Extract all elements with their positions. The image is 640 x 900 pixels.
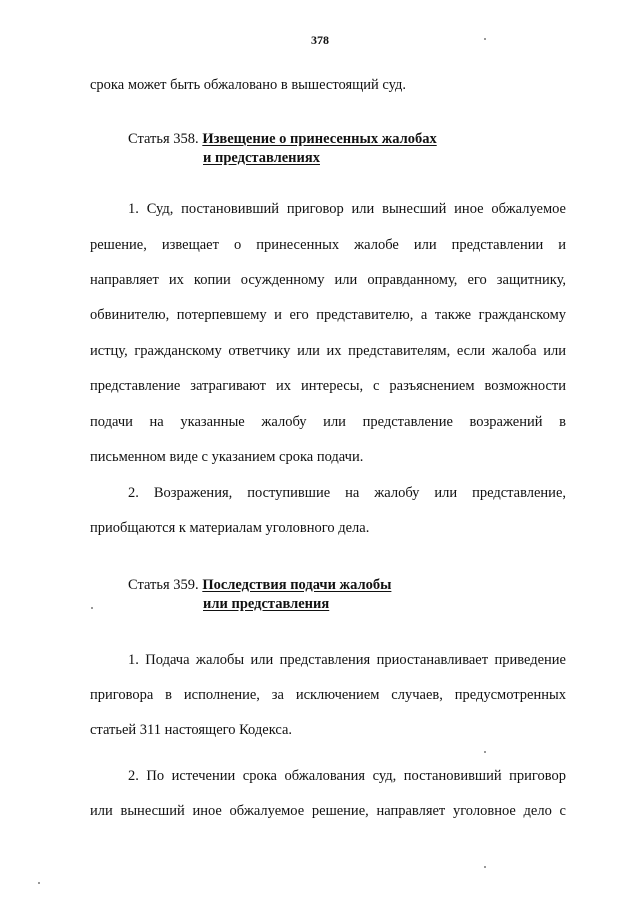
article-359-heading bbox=[128, 576, 604, 594]
article-359-heading-line2 bbox=[203, 595, 640, 613]
scan-speck bbox=[484, 38, 486, 40]
article-358-line: представление затрагивают их интересы, с разъяснением возможности bbox=[90, 378, 566, 394]
article-359-line: приговора в исполнение, за исключением случаев, предусмотренных bbox=[90, 687, 566, 703]
scan-speck bbox=[91, 607, 93, 609]
article-359-line: 2. По истечении срока обжалования суд, постановивший приговор bbox=[128, 768, 566, 784]
article-358-heading bbox=[128, 130, 604, 148]
article-359-line: или вынесший иное обжалуемое решение, направляет уголовное дело с bbox=[90, 803, 566, 819]
article-359-title-line2: или представления bbox=[203, 596, 330, 612]
article-358-title-line1: Извещение о принесенных жалобах bbox=[202, 131, 437, 147]
article-358-line: истцу, гражданскому ответчику или их представителям, если жалоба или bbox=[90, 343, 566, 359]
article-358-line: 2. Возражения, поступившие на жалобу или представление, bbox=[128, 485, 566, 501]
article-358-line: подачи на указанные жалобу или представление возражений в bbox=[90, 414, 566, 430]
scan-speck bbox=[484, 866, 486, 868]
article-359-prefix: Статья 359. bbox=[128, 577, 199, 593]
article-358-prefix: Статья 358. bbox=[128, 131, 199, 147]
article-358-heading-line2 bbox=[203, 149, 640, 167]
article-358-line: письменном виде с указанием срока подачи. bbox=[90, 449, 364, 465]
article-358-line: решение, извещает о принесенных жалобе или представлении и bbox=[90, 237, 566, 253]
lead-text: срока может быть обжаловано в вышестоящий суд. bbox=[90, 77, 407, 93]
scan-speck bbox=[484, 751, 486, 753]
article-358-line: приобщаются к материалам уголовного дела. bbox=[90, 520, 370, 536]
article-358-line: 1. Суд, постановивший приговор или вынесший иное обжалуемое bbox=[128, 201, 566, 217]
scan-speck bbox=[38, 882, 40, 884]
article-358-title-line2: и представлениях bbox=[203, 150, 320, 166]
article-358-line: направляет их копии осужденному или оправданному, его защитнику, bbox=[90, 272, 566, 288]
article-359-line: 1. Подача жалобы или представления приостанавливает приведение bbox=[128, 652, 566, 668]
article-358-line: обвинителю, потерпевшему и его представителю, а также гражданскому bbox=[90, 307, 566, 323]
article-359-line: статьей 311 настоящего Кодекса. bbox=[90, 722, 293, 738]
article-359-title-line1: Последствия подачи жалобы bbox=[202, 577, 392, 593]
page-number: 378 bbox=[311, 33, 329, 47]
